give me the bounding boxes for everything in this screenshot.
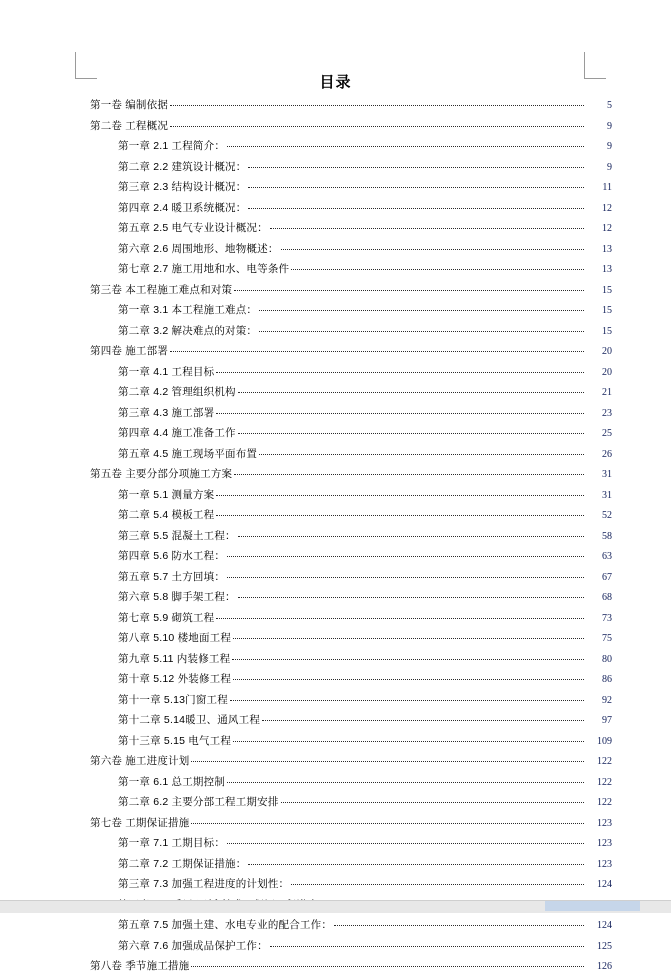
- toc-entry-label: 第三章 2.3 结构设计概况：: [118, 181, 247, 193]
- toc-entry[interactable]: [0, 466, 671, 487]
- toc-entry[interactable]: [0, 917, 671, 938]
- toc-entry-page-number: 20: [602, 346, 612, 357]
- toc-entry[interactable]: [0, 425, 671, 446]
- toc-entry-page-number: 26: [602, 448, 612, 460]
- toc-entry[interactable]: [0, 528, 671, 549]
- horizontal-scrollbar-thumb[interactable]: [545, 901, 640, 911]
- toc-entry-label: 第十章 5.12 外装修工程: [118, 673, 232, 685]
- toc-dot-leader: [262, 719, 584, 721]
- toc-entry[interactable]: [0, 733, 671, 754]
- toc-entry-page-number: 75: [602, 633, 612, 644]
- toc-entry-label: 第二章 7.2 工期保证措施：: [118, 857, 247, 870]
- toc-entry-label: 第二章 5.4 模板工程: [118, 509, 215, 521]
- toc-dot-leader: [291, 883, 584, 885]
- toc-dot-leader: [334, 924, 584, 926]
- toc-entry-page-number: 15: [602, 305, 612, 316]
- toc-entry[interactable]: [0, 97, 671, 118]
- toc-entry-label: 第七章 5.9 砌筑工程: [118, 611, 215, 624]
- toc-dot-leader: [232, 658, 584, 660]
- toc-entry[interactable]: [0, 569, 671, 590]
- toc-dot-leader: [191, 760, 584, 762]
- toc-entry-label: 第一章 3.1 本工程施工难点：: [118, 304, 258, 316]
- toc-entry-label: 第十二章 5.14暖卫、通风工程: [118, 714, 261, 726]
- table-of-contents: [0, 97, 671, 979]
- toc-dot-leader: [170, 350, 584, 352]
- toc-dot-leader: [233, 637, 584, 639]
- toc-dot-leader: [191, 965, 584, 967]
- toc-entry-page-number: 123: [597, 858, 612, 870]
- toc-entry-label: 第四章 2.4 暖卫系统概况：: [118, 201, 247, 214]
- toc-entry-page-number: 5: [607, 100, 612, 111]
- toc-entry-page-number: 21: [602, 387, 612, 398]
- toc-entry-page-number: 15: [602, 325, 612, 337]
- toc-dot-leader: [234, 473, 584, 475]
- toc-dot-leader: [227, 781, 584, 783]
- toc-entry-label: 第十三章 5.15 电气工程: [118, 734, 232, 747]
- toc-dot-leader: [238, 596, 584, 598]
- toc-dot-leader: [281, 248, 584, 250]
- toc-entry-page-number: 9: [607, 161, 612, 173]
- toc-dot-leader: [227, 576, 584, 578]
- toc-entry-page-number: 80: [602, 653, 612, 665]
- toc-entry-page-number: 97: [602, 715, 612, 726]
- toc-entry-label: 第六章 2.6 周围地形、地物概述：: [118, 242, 279, 255]
- toc-entry-page-number: 125: [597, 940, 612, 952]
- toc-entry-page-number: 122: [597, 756, 612, 767]
- toc-entry-label: 第五章 5.7 土方回填：: [118, 570, 226, 583]
- toc-dot-leader: [216, 371, 584, 373]
- toc-entry[interactable]: [0, 323, 671, 344]
- toc-entry-page-number: 109: [597, 735, 612, 747]
- toc-entry-page-number: 126: [597, 961, 612, 972]
- toc-entry[interactable]: [0, 589, 671, 610]
- toc-entry[interactable]: [0, 405, 671, 426]
- toc-entry-page-number: 20: [602, 366, 612, 378]
- toc-entry-label: 第一章 5.1 测量方案: [118, 488, 215, 501]
- toc-entry[interactable]: [0, 876, 671, 897]
- toc-entry[interactable]: [0, 487, 671, 508]
- toc-entry[interactable]: [0, 856, 671, 877]
- toc-entry-label: 第一卷 编制依据: [90, 99, 169, 111]
- toc-dot-leader: [270, 227, 584, 229]
- toc-entry-label: 第六章 5.8 脚手架工程：: [118, 591, 236, 603]
- toc-entry[interactable]: [0, 958, 671, 979]
- toc-entry-page-number: 12: [602, 202, 612, 214]
- toc-dot-leader: [238, 432, 584, 434]
- toc-entry-label: 第七章 2.7 施工用地和水、电等条件: [118, 263, 290, 275]
- toc-dot-leader: [259, 453, 584, 455]
- toc-entry[interactable]: [0, 384, 671, 405]
- toc-entry-label: 第一章 7.1 工期目标：: [118, 837, 226, 849]
- toc-entry-label: 第二卷 工程概况: [90, 119, 169, 132]
- toc-entry-page-number: 124: [597, 879, 612, 890]
- toc-dot-leader: [291, 268, 584, 270]
- toc-entry[interactable]: [0, 671, 671, 692]
- toc-entry-label: 第一章 4.1 工程目标: [118, 365, 215, 378]
- toc-entry-label: 第三章 4.3 施工部署: [118, 406, 215, 419]
- toc-entry[interactable]: [0, 241, 671, 262]
- toc-dot-leader: [170, 104, 584, 106]
- toc-dot-leader: [227, 555, 584, 557]
- toc-entry[interactable]: [0, 548, 671, 569]
- toc-entry[interactable]: [0, 200, 671, 221]
- toc-entry-page-number: 123: [597, 838, 612, 849]
- toc-entry-label: 第十一章 5.13门窗工程: [118, 693, 228, 706]
- toc-entry-label: 第三章 5.5 混凝土工程：: [118, 529, 236, 542]
- toc-entry-page-number: 13: [602, 243, 612, 255]
- toc-entry-page-number: 23: [602, 407, 612, 419]
- toc-entry-label: 第九章 5.11 内装修工程: [118, 652, 231, 665]
- toc-entry-page-number: 68: [602, 592, 612, 603]
- toc-dot-leader: [227, 842, 584, 844]
- toc-entry-page-number: 122: [597, 776, 612, 788]
- toc-entry[interactable]: [0, 118, 671, 139]
- toc-dot-leader: [270, 945, 584, 947]
- toc-entry-label: 第五章 2.5 电气专业设计概况：: [118, 222, 268, 234]
- toc-entry-page-number: 123: [597, 817, 612, 829]
- toc-entry-page-number: 52: [602, 510, 612, 521]
- toc-dot-leader: [227, 145, 584, 147]
- toc-entry[interactable]: [0, 753, 671, 774]
- toc-entry-label: 第四章 4.4 施工准备工作: [118, 427, 236, 439]
- toc-entry-page-number: 9: [607, 120, 612, 132]
- toc-entry[interactable]: [0, 364, 671, 385]
- toc-entry[interactable]: [0, 507, 671, 528]
- toc-dot-leader: [248, 863, 584, 865]
- toc-dot-leader: [259, 309, 584, 311]
- toc-dot-leader: [216, 494, 584, 496]
- toc-dot-leader: [216, 617, 584, 619]
- toc-entry-page-number: 25: [602, 428, 612, 439]
- toc-entry[interactable]: [0, 692, 671, 713]
- toc-entry[interactable]: [0, 815, 671, 836]
- toc-entry-label: 第二章 2.2 建筑设计概况：: [118, 160, 247, 173]
- toc-entry[interactable]: [0, 343, 671, 364]
- toc-dot-leader: [233, 740, 584, 742]
- toc-entry[interactable]: [0, 220, 671, 241]
- toc-entry-label: 第七卷 工期保证措施: [90, 816, 190, 829]
- toc-entry-page-number: 92: [602, 694, 612, 706]
- toc-entry[interactable]: [0, 261, 671, 282]
- toc-entry-label: 第四章 5.6 防水工程：: [118, 550, 226, 562]
- toc-entry[interactable]: [0, 159, 671, 180]
- toc-entry-page-number: 9: [607, 141, 612, 152]
- toc-entry-label: 第八章 5.10 楼地面工程: [118, 632, 232, 644]
- toc-entry-label: 第六章 7.6 加强成品保护工作：: [118, 939, 268, 952]
- toc-entry-label: 第五卷 主要分部分项施工方案: [90, 468, 233, 480]
- toc-entry-label: 第四卷 施工部署: [90, 345, 169, 357]
- toc-entry-label: 第一章 2.1 工程简介：: [118, 140, 226, 152]
- toc-entry-label: 第二章 4.2 管理组织机构: [118, 386, 236, 398]
- toc-entry-label: 第一章 6.1 总工期控制: [118, 775, 226, 788]
- toc-entry-page-number: 31: [602, 489, 612, 501]
- page-title: 目录: [319, 74, 352, 91]
- toc-entry[interactable]: [0, 651, 671, 672]
- toc-entry-label: 第五章 7.5 加强土建、水电专业的配合工作：: [118, 919, 333, 931]
- toc-dot-leader: [281, 801, 584, 803]
- toc-entry[interactable]: [0, 179, 671, 200]
- toc-entry-label: 第八卷 季节施工措施: [90, 960, 190, 972]
- toc-entry-page-number: 31: [602, 469, 612, 480]
- toc-dot-leader: [259, 330, 584, 332]
- toc-entry[interactable]: [0, 794, 671, 815]
- toc-entry-label: 第二章 6.2 主要分部工程工期安排: [118, 796, 279, 808]
- toc-entry-label: 第五章 4.5 施工现场平面布置: [118, 447, 258, 460]
- toc-dot-leader: [230, 699, 584, 701]
- toc-entry-page-number: 86: [602, 674, 612, 685]
- toc-dot-leader: [248, 166, 584, 168]
- toc-dot-leader: [233, 678, 584, 680]
- toc-entry-label: 第二章 3.2 解决难点的对策：: [118, 324, 258, 337]
- toc-entry[interactable]: [0, 712, 671, 733]
- toc-entry-page-number: 11: [602, 182, 612, 193]
- toc-entry[interactable]: [0, 138, 671, 159]
- toc-entry-page-number: 58: [602, 530, 612, 542]
- toc-dot-leader: [238, 535, 584, 537]
- toc-entry[interactable]: [0, 610, 671, 631]
- toc-entry-page-number: 13: [602, 264, 612, 275]
- toc-entry[interactable]: [0, 282, 671, 303]
- toc-dot-leader: [170, 125, 584, 127]
- toc-dot-leader: [216, 514, 584, 516]
- toc-entry[interactable]: [0, 774, 671, 795]
- toc-entry[interactable]: [0, 630, 671, 651]
- toc-entry-page-number: 122: [597, 797, 612, 808]
- toc-dot-leader: [191, 822, 584, 824]
- toc-dot-leader: [238, 391, 584, 393]
- toc-entry-page-number: 67: [602, 571, 612, 583]
- toc-entry-page-number: 15: [602, 284, 612, 296]
- toc-entry-page-number: 73: [602, 612, 612, 624]
- toc-entry-label: 第三章 7.3 加强工程进度的计划性：: [118, 878, 290, 890]
- toc-entry[interactable]: [0, 938, 671, 959]
- toc-entry-page-number: 124: [597, 920, 612, 931]
- toc-entry-page-number: 12: [602, 223, 612, 234]
- toc-entry-label: 第六卷 施工进度计划: [90, 755, 190, 767]
- toc-entry[interactable]: [0, 446, 671, 467]
- toc-entry[interactable]: [0, 835, 671, 856]
- toc-dot-leader: [248, 186, 584, 188]
- toc-entry-page-number: 63: [602, 551, 612, 562]
- toc-dot-leader: [216, 412, 584, 414]
- toc-dot-leader: [234, 289, 584, 291]
- toc-entry[interactable]: [0, 302, 671, 323]
- toc-entry-label: 第三卷 本工程施工难点和对策: [90, 283, 233, 296]
- toc-dot-leader: [248, 207, 584, 209]
